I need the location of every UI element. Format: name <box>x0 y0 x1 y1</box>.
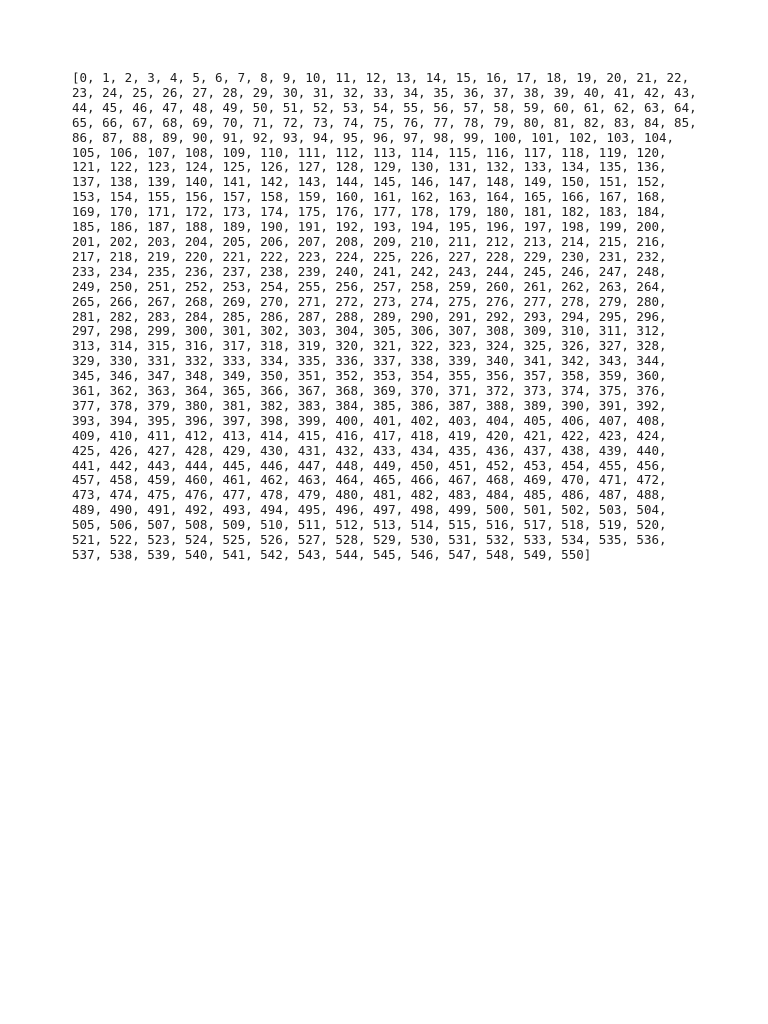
text-line: [0, 1, 2, 3, 4, 5, 6, 7, 8, 9, 10, 11, 12, 13, 14, 15, 16, 17, 18, 19, 20, 21, 22, <box>72 70 690 85</box>
text-line: 409, 410, 411, 412, 413, 414, 415, 416, 417, 418, 419, 420, 421, 422, 423, 424, <box>72 427 667 443</box>
text-line: 169, 170, 171, 172, 173, 174, 175, 176, 177, 178, 179, 180, 181, 182, 183, 184, <box>72 204 667 220</box>
number-list-output <box>72 71 712 563</box>
text-line: 441, 442, 443, 444, 445, 446, 447, 448, 449, 450, 451, 452, 453, 454, 455, 456, <box>72 457 667 473</box>
text-line: 473, 474, 475, 476, 477, 478, 479, 480, 481, 482, 483, 484, 485, 486, 487, 488, <box>72 487 667 503</box>
text-line: 137, 138, 139, 140, 141, 142, 143, 144, 145, 146, 147, 148, 149, 150, 151, 152, <box>72 174 667 190</box>
text-line: 345, 346, 347, 348, 349, 350, 351, 352, 353, 354, 355, 356, 357, 358, 359, 360, <box>72 368 667 384</box>
text-line: 265, 266, 267, 268, 269, 270, 271, 272, 273, 274, 275, 276, 277, 278, 279, 280, <box>72 293 667 309</box>
text-line: 457, 458, 459, 460, 461, 462, 463, 464, 465, 466, 467, 468, 469, 470, 471, 472, <box>72 472 667 488</box>
text-line: 233, 234, 235, 236, 237, 238, 239, 240, 241, 242, 243, 244, 245, 246, 247, 248, <box>72 263 667 279</box>
text-line: 201, 202, 203, 204, 205, 206, 207, 208, 209, 210, 211, 212, 213, 214, 215, 216, <box>72 233 667 249</box>
text-line: 217, 218, 219, 220, 221, 222, 223, 224, 225, 226, 227, 228, 229, 230, 231, 232, <box>72 248 667 264</box>
text-line: 105, 106, 107, 108, 109, 110, 111, 112, 113, 114, 115, 116, 117, 118, 119, 120, <box>72 144 667 160</box>
text-line: 505, 506, 507, 508, 509, 510, 511, 512, 513, 514, 515, 516, 517, 518, 519, 520, <box>72 517 667 533</box>
text-line: 537, 538, 539, 540, 541, 542, 543, 544, 545, 546, 547, 548, 549, 550] <box>72 547 592 562</box>
text-line: 44, 45, 46, 47, 48, 49, 50, 51, 52, 53, 54, 55, 56, 57, 58, 59, 60, 61, 62, 63, 64, <box>72 99 697 115</box>
text-line: 281, 282, 283, 284, 285, 286, 287, 288, 289, 290, 291, 292, 293, 294, 295, 296, <box>72 308 667 324</box>
text-line: 86, 87, 88, 89, 90, 91, 92, 93, 94, 95, 96, 97, 98, 99, 100, 101, 102, 103, 104, <box>72 129 675 145</box>
text-line: 329, 330, 331, 332, 333, 334, 335, 336, 337, 338, 339, 340, 341, 342, 343, 344, <box>72 353 667 369</box>
text-line: 297, 298, 299, 300, 301, 302, 303, 304, 305, 306, 307, 308, 309, 310, 311, 312, <box>72 323 667 339</box>
text-line: 489, 490, 491, 492, 493, 494, 495, 496, 497, 498, 499, 500, 501, 502, 503, 504, <box>72 502 667 518</box>
text-line: 361, 362, 363, 364, 365, 366, 367, 368, 369, 370, 371, 372, 373, 374, 375, 376, <box>72 383 667 399</box>
text-line: 521, 522, 523, 524, 525, 526, 527, 528, 529, 530, 531, 532, 533, 534, 535, 536, <box>72 532 667 548</box>
text-line: 249, 250, 251, 252, 253, 254, 255, 256, 257, 258, 259, 260, 261, 262, 263, 264, <box>72 278 667 294</box>
text-line: 121, 122, 123, 124, 125, 126, 127, 128, 129, 130, 131, 132, 133, 134, 135, 136, <box>72 159 667 175</box>
text-line: 23, 24, 25, 26, 27, 28, 29, 30, 31, 32, 33, 34, 35, 36, 37, 38, 39, 40, 41, 42, 43, <box>72 84 697 100</box>
text-line: 425, 426, 427, 428, 429, 430, 431, 432, 433, 434, 435, 436, 437, 438, 439, 440, <box>72 442 667 458</box>
text-line: 185, 186, 187, 188, 189, 190, 191, 192, 193, 194, 195, 196, 197, 198, 199, 200, <box>72 219 667 235</box>
text-line: 393, 394, 395, 396, 397, 398, 399, 400, 401, 402, 403, 404, 405, 406, 407, 408, <box>72 412 667 428</box>
text-line: 313, 314, 315, 316, 317, 318, 319, 320, 321, 322, 323, 324, 325, 326, 327, 328, <box>72 338 667 354</box>
text-line: 377, 378, 379, 380, 381, 382, 383, 384, 385, 386, 387, 388, 389, 390, 391, 392, <box>72 397 667 413</box>
text-line: 153, 154, 155, 156, 157, 158, 159, 160, 161, 162, 163, 164, 165, 166, 167, 168, <box>72 189 667 205</box>
text-line: 65, 66, 67, 68, 69, 70, 71, 72, 73, 74, 75, 76, 77, 78, 79, 80, 81, 82, 83, 84, 85, <box>72 114 697 130</box>
